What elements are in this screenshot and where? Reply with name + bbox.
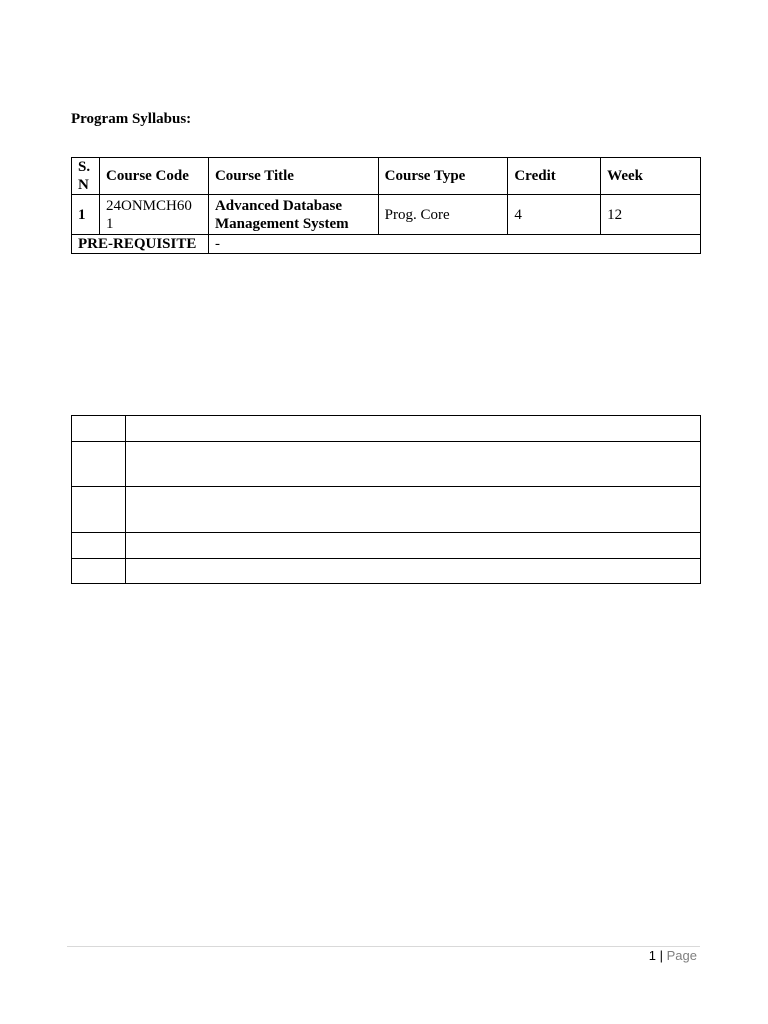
course-code-line-2: 1 <box>105 216 114 232</box>
course-table-header-row <box>72 158 701 195</box>
page-number: 1 <box>648 948 656 963</box>
header-credit: Credit <box>508 158 601 195</box>
prerequisite-row <box>72 235 701 254</box>
empty-cell <box>125 487 700 533</box>
page-separator: | <box>659 948 663 963</box>
empty-cell <box>72 442 126 487</box>
empty-cell <box>125 533 700 559</box>
table-row <box>72 559 701 584</box>
prerequisite-label: PRE-REQUISITE <box>72 235 209 254</box>
table-row <box>72 442 701 487</box>
cell-course-code <box>99 195 208 235</box>
empty-cell <box>72 416 126 442</box>
empty-cell <box>72 533 126 559</box>
header-course-code: Course Code <box>99 158 208 195</box>
empty-cell <box>125 416 700 442</box>
header-sn: S. N <box>72 158 100 195</box>
page-word: Page <box>666 948 697 963</box>
table-row <box>72 195 701 235</box>
table-row <box>72 487 701 533</box>
cell-sn: 1 <box>72 195 100 235</box>
empty-cell <box>125 559 700 584</box>
table-row <box>72 533 701 559</box>
header-course-title: Course Title <box>208 158 378 195</box>
course-table <box>71 157 701 254</box>
empty-table <box>71 415 701 584</box>
cell-credit: 4 <box>508 195 601 235</box>
course-title-line-2: Management System <box>214 215 349 232</box>
page-footer <box>649 948 697 963</box>
course-code-line-1: 24ONMCH60 <box>105 198 192 214</box>
header-course-type: Course Type <box>378 158 508 195</box>
footer-divider <box>67 946 700 947</box>
empty-cell <box>72 559 126 584</box>
empty-cell <box>72 487 126 533</box>
cell-course-title <box>208 195 378 235</box>
cell-course-type: Prog. Core <box>378 195 508 235</box>
prerequisite-value: - <box>208 235 700 254</box>
empty-cell <box>125 442 700 487</box>
page-heading: Program Syllabus: <box>71 111 192 127</box>
header-week: Week <box>601 158 701 195</box>
cell-week: 12 <box>601 195 701 235</box>
course-title-line-1: Advanced Database <box>214 197 343 214</box>
table-row <box>72 416 701 442</box>
